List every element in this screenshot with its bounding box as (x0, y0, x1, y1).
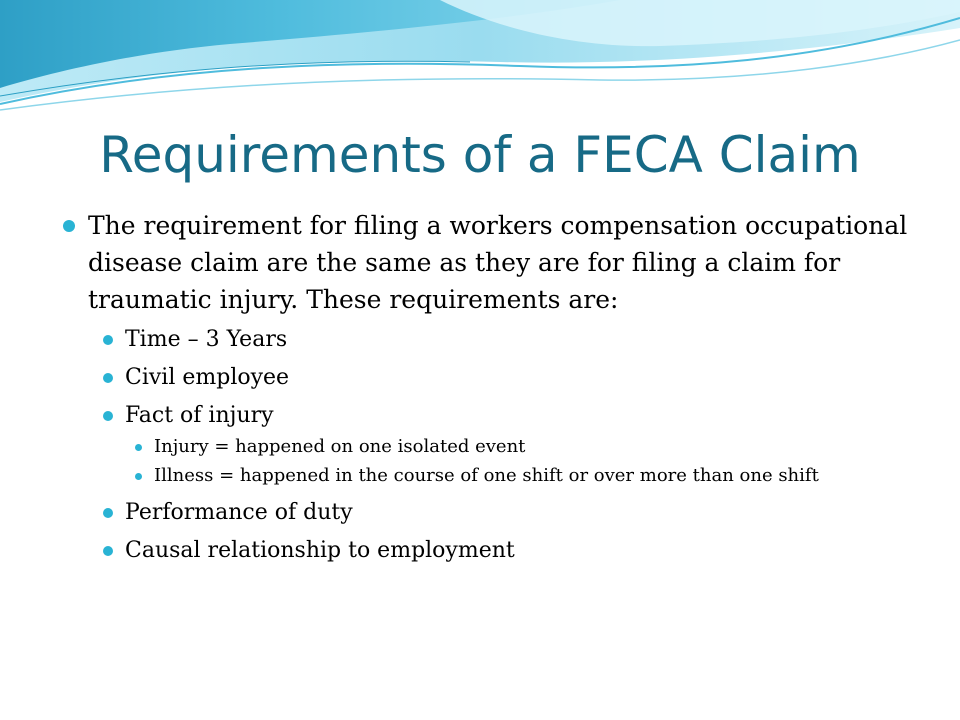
bullet-text: Injury = happened on one isolated event (154, 436, 526, 457)
bullet-text: Illness = happened in the course of one shift or over more than one shift (154, 465, 819, 486)
header-wave-decoration (0, 0, 960, 120)
list-item (88, 397, 922, 486)
list-item (88, 321, 922, 359)
bullet-dot-icon (103, 508, 113, 518)
list-item (125, 465, 922, 486)
sub-bullet-list (88, 321, 922, 570)
list-item (88, 532, 922, 570)
list-item (88, 494, 922, 532)
bullet-dot-icon (135, 444, 142, 451)
bullet-text: Fact of injury (125, 403, 274, 428)
sub-sub-bullet-list (125, 436, 922, 486)
bullet-text: Time – 3 Years (125, 327, 288, 352)
list-item (62, 207, 922, 570)
bullet-text: Performance of duty (125, 500, 353, 525)
bullet-dot-icon (103, 411, 113, 421)
list-item (88, 359, 922, 397)
bullet-text: Causal relationship to employment (125, 538, 515, 563)
bullet-text: Civil employee (125, 365, 290, 390)
list-item (125, 436, 922, 457)
bullet-list (62, 207, 922, 570)
bullet-dot-icon (103, 373, 113, 383)
bullet-text: The requirement for filing a workers compensation occupational disease claim are the same as they are for filing a claim for traumatic injury. These requirements are: (88, 211, 908, 314)
bullet-dot-icon (63, 220, 75, 232)
bullet-dot-icon (135, 473, 142, 480)
bullet-dot-icon (103, 335, 113, 345)
bullet-dot-icon (103, 546, 113, 556)
slide-title: Requirements of a FECA Claim (99, 126, 861, 184)
